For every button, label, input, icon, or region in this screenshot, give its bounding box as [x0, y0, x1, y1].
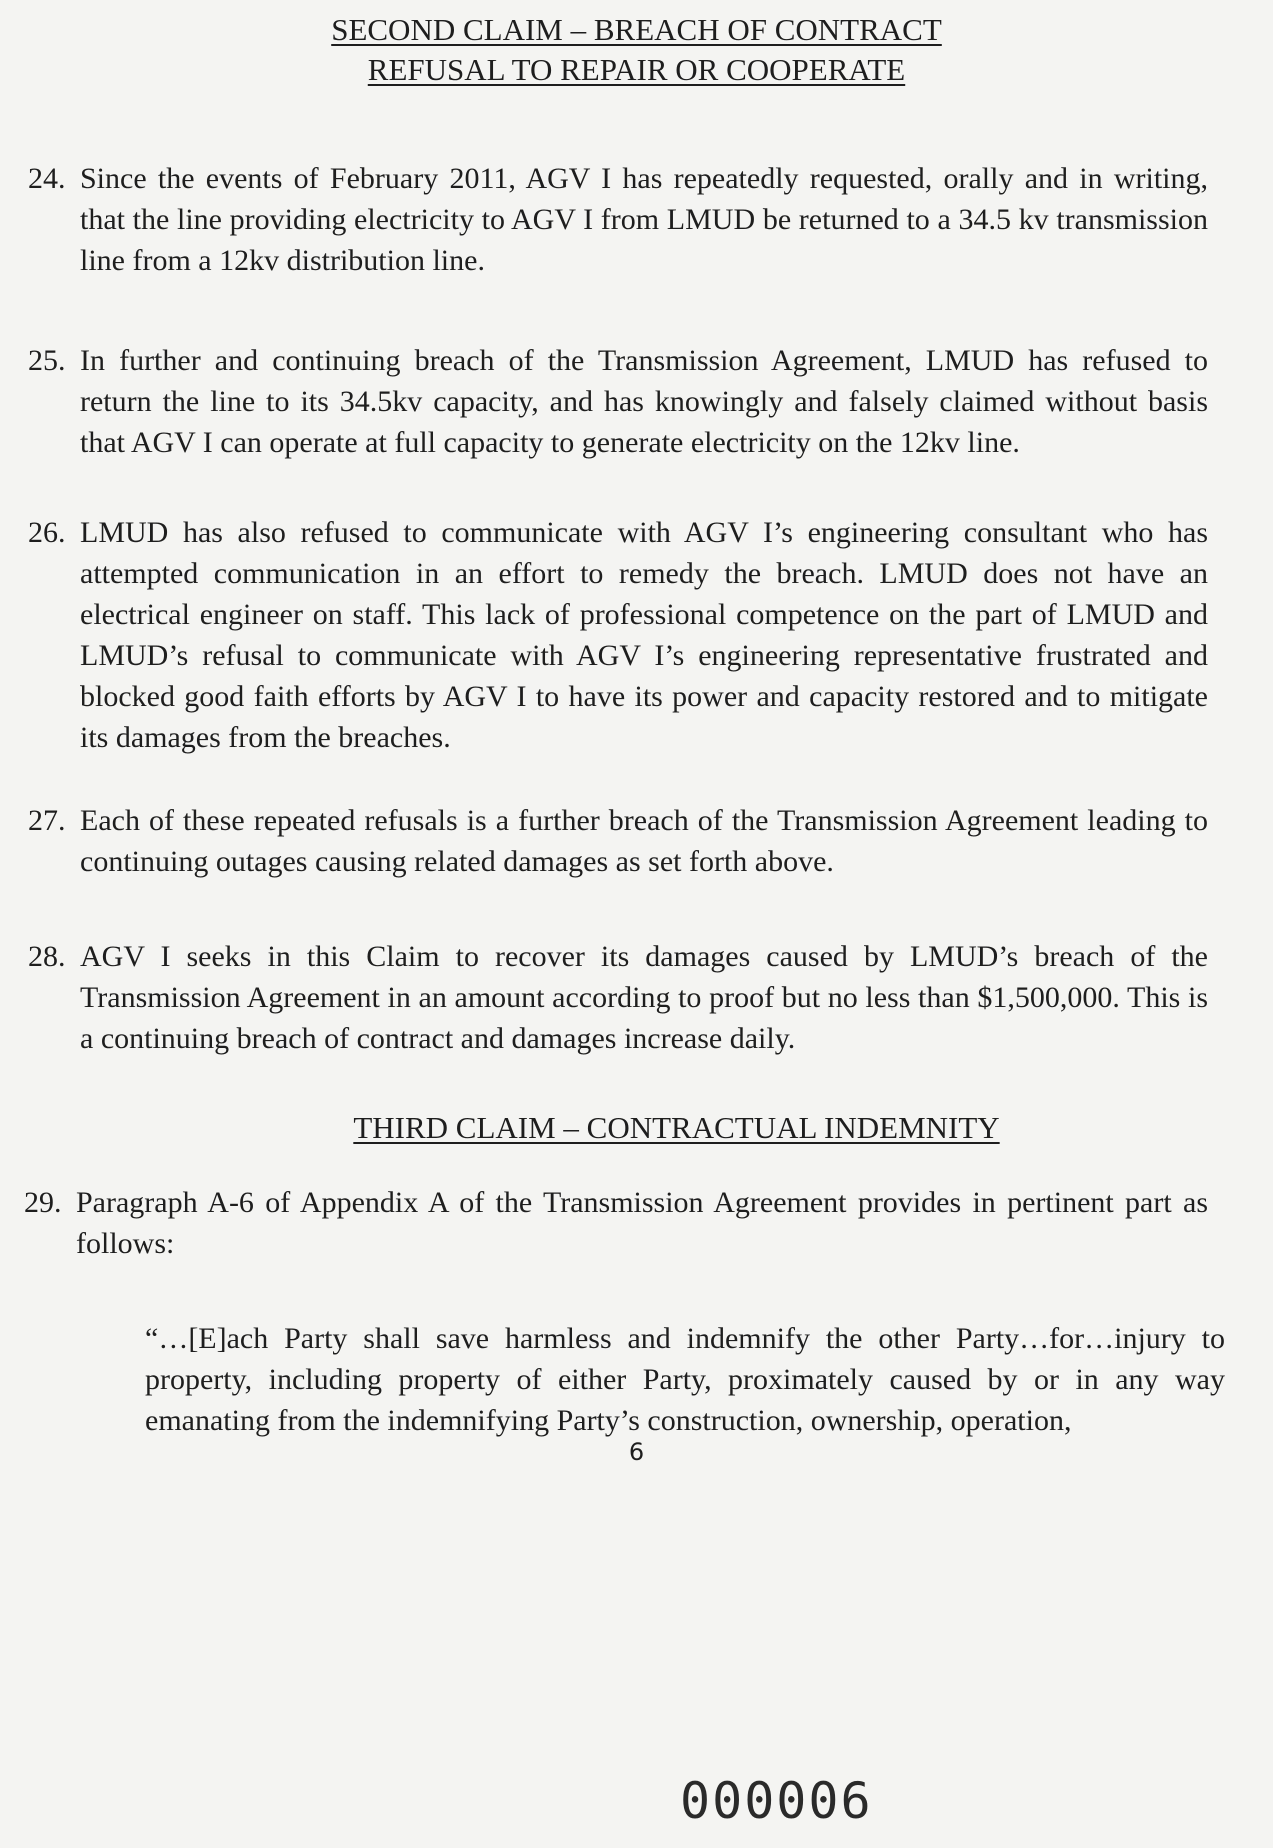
paragraph-number: 24.	[28, 162, 66, 195]
paragraph-text: Each of these repeated refusals is a further breach of the Transmission Agreement leading to continuing outages causing related damages as set forth above.	[80, 804, 1208, 878]
second-claim-title: SECOND CLAIM – BREACH OF CONTRACT	[331, 12, 942, 47]
paragraph-24	[28, 158, 1208, 281]
second-claim-heading	[0, 8, 1273, 52]
paragraph-text: Paragraph A-6 of Appendix A of the Transmission Agreement provides in pertinent part as follows:	[76, 1186, 1208, 1260]
paragraph-number: 27.	[28, 804, 66, 837]
paragraph-26	[28, 512, 1208, 758]
paragraph-number: 25.	[28, 344, 66, 377]
block-quote	[145, 1318, 1225, 1441]
paragraph-text: LMUD has also refused to communicate with AGV I’s engineering consultant who has attempted communication in an effort to remedy the breach. LMUD does not have an electrical engineer on staff. This lack of professional competence on the part of LMUD and LMUD’s refusal to communicate with AGV I’s engineering representative frustrated and blocked good faith efforts by AGV I to have its power and capacity restored and to mitigate its damages from the breaches.	[80, 516, 1208, 754]
page-number: 6	[628, 1438, 645, 1466]
paragraph-29	[24, 1182, 1208, 1264]
second-claim-subheading	[0, 48, 1273, 92]
paragraph-number: 26.	[28, 516, 66, 549]
third-claim-title: THIRD CLAIM – CONTRACTUAL INDEMNITY	[353, 1110, 1000, 1145]
paragraph-27	[28, 800, 1208, 882]
third-claim-heading	[40, 1106, 1273, 1150]
paragraph-25	[28, 340, 1208, 463]
second-claim-subtitle: REFUSAL TO REPAIR OR COOPERATE	[367, 52, 906, 87]
paragraph-text: In further and continuing breach of the Transmission Agreement, LMUD has refused to return the line to its 34.5kv capacity, and has knowingly and falsely claimed without basis that AGV I can operate at full capacity to generate electricity on the 12kv line.	[80, 344, 1208, 459]
quote-text: “…[E]ach Party shall save harmless and indemnify the other Party…for…injury to property, including property of either Party, proximately caused by or in any way emanating from the indemnifying Party’s construction, ownership, operation,	[145, 1322, 1225, 1437]
paragraph-text: AGV I seeks in this Claim to recover its damages caused by LMUD’s breach of the Transmission Agreement in an amount according to proof but no less than $1,500,000. This is a continuing breach of contract and damages increase daily.	[80, 940, 1208, 1055]
bates-number: 000006	[680, 1772, 873, 1830]
paragraph-text: Since the events of February 2011, AGV I has repeatedly requested, orally and in writing, that the line providing electricity to AGV I from LMUD be returned to a 34.5 kv transmission line from a 12kv distribution line.	[80, 162, 1208, 277]
paragraph-28	[28, 936, 1208, 1059]
paragraph-number: 28.	[28, 940, 66, 973]
paragraph-number: 29.	[24, 1186, 62, 1219]
